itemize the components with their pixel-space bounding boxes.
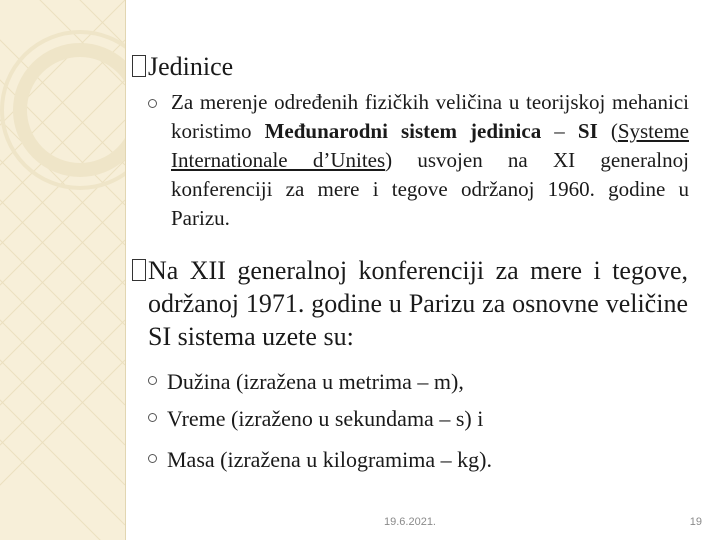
list-item <box>148 405 483 432</box>
square-bullet-icon <box>132 259 146 281</box>
list-item-text: Masa (izražena u kilogramima – kg). <box>167 447 492 472</box>
heading-jedinice <box>132 52 233 82</box>
circle-bullet-icon <box>148 376 157 385</box>
circle-bullet-icon <box>148 454 157 463</box>
definition-bold-1: Međunarodni sistem jedinica <box>264 119 542 143</box>
definition-bold-2: SI <box>577 119 598 143</box>
square-bullet-icon <box>132 55 146 77</box>
definition-paragraph <box>171 88 689 233</box>
list-item <box>148 368 464 395</box>
list-item-text: Vreme (izraženo u sekundama – s) i <box>167 406 484 431</box>
page-number: 19 <box>689 516 702 528</box>
definition-text-1: Za merenje određenih fizičkih veličina u teorijskoj mehanici koristimo <box>171 90 689 143</box>
main-paragraph <box>148 254 688 353</box>
list-item <box>148 446 492 473</box>
definition-text-3: ( <box>597 119 618 143</box>
main-paragraph-text: Na XII generalnoj konferenciji za mere i tegove, održanoj 1971. godine u Parizu za osnovne veličine SI sistema uzete su: <box>148 256 688 351</box>
footer-date: 19.6.2021. <box>384 516 436 528</box>
heading-text: Jedinice <box>148 52 234 81</box>
list-item-text: Dužina (izražena u metrima – m), <box>167 369 464 394</box>
circle-bullet-icon <box>148 99 157 108</box>
circle-bullet-icon <box>148 413 157 422</box>
definition-text-2: – <box>541 119 578 143</box>
definition-text-4: ) usvojen na XI generalnoj konferenciji za mere i tegove održanoj 1960. godine u Parizu. <box>171 148 689 230</box>
definition-underlined: Systeme Internationale d’Unites <box>171 119 689 172</box>
